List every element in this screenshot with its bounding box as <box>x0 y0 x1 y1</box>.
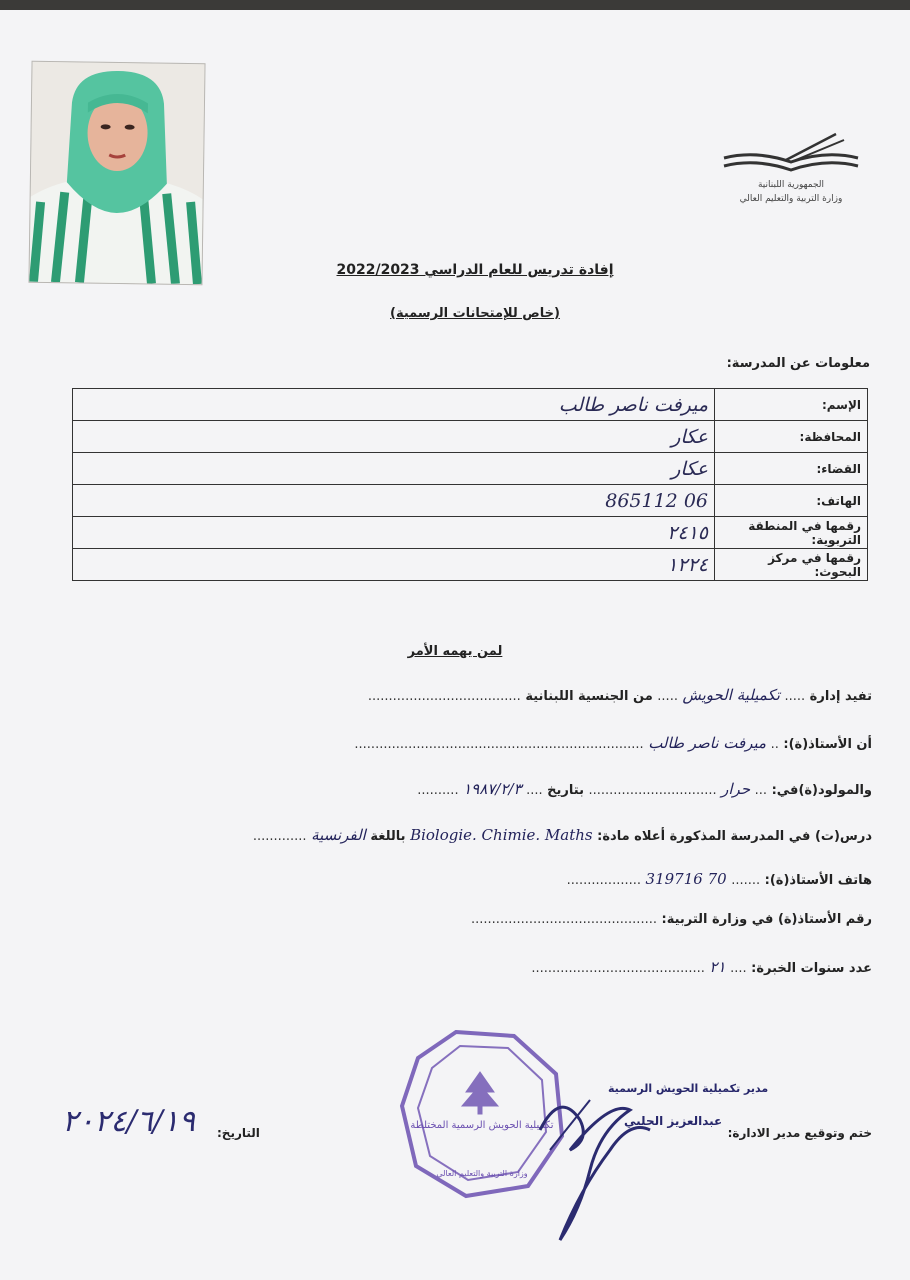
language-value: الفرنسية <box>311 826 366 844</box>
signer-title: مدير تكميلية الحويش الرسمية <box>608 1082 769 1095</box>
dots: .. <box>770 737 779 752</box>
applicant-photo <box>28 61 205 285</box>
experience-line <box>531 958 872 976</box>
cedar-icon <box>462 1072 498 1114</box>
governorate-value: عكار <box>73 421 715 453</box>
dots: ..... <box>784 689 806 704</box>
dots: .... <box>730 961 747 976</box>
teacher-phone-line <box>567 870 872 888</box>
dots: .......................................... <box>531 961 705 976</box>
logo-line-2: وزارة التربية والتعليم العالي <box>739 194 843 204</box>
to-whom-heading: لمن يهمه الأمر <box>407 644 503 659</box>
school-name-value: تكميلية الحويش <box>682 686 780 704</box>
dots: ............................................. <box>471 912 657 927</box>
phone-value: 06 865112 <box>73 485 715 517</box>
table-row <box>73 389 868 421</box>
teacher-name-value: ميرفت ناصر طالب <box>648 734 767 752</box>
date-value: ٢٠٢٤/٦/١٩ <box>62 1104 196 1139</box>
dots: ............. <box>252 829 307 844</box>
date-label: التاريخ: <box>217 1126 260 1140</box>
school-info-table <box>72 388 868 581</box>
experience-label: عدد سنوات الخبرة: <box>751 961 872 976</box>
signature <box>520 1060 723 1260</box>
dots: .................. <box>566 873 641 888</box>
document-subtitle: (خاص للإمتحانات الرسمية) <box>390 306 560 321</box>
name-label: الإسم: <box>715 389 868 421</box>
seal-signature-label: ختم وتوقيع مدير الادارة: <box>727 1126 872 1140</box>
ministry-logo <box>716 128 866 218</box>
birthplace-value: حرار <box>721 780 751 798</box>
signer-name: عبدالعزيز الحلبي <box>624 1114 723 1128</box>
subject-label: درس(ت) في المدرسة المذكورة أعلاه مادة: <box>597 829 872 844</box>
background-edge <box>0 0 910 10</box>
table-row <box>73 421 868 453</box>
table-row <box>73 517 868 549</box>
phone-label: الهاتف: <box>715 485 868 517</box>
dots: ... <box>754 783 768 798</box>
research-center-number-value: ١٢٢٤ <box>73 549 715 581</box>
teacher-phone-value: 70 319716 <box>645 870 727 888</box>
stamp-ministry-text: وزارة التربية والتعليم العالي <box>436 1169 528 1178</box>
dots: ..... <box>657 689 678 704</box>
open-book-icon <box>716 128 866 178</box>
dots: .......... <box>417 783 459 798</box>
birthdate-label: بتاريخ <box>547 783 584 798</box>
stamp-school-text: تكميلية الحويش الرسمية المختلطة <box>410 1120 554 1131</box>
school-line <box>368 686 872 704</box>
document-title: إفادة تدريس للعام الدراسي 2022/2023 <box>336 262 614 278</box>
dots: ..................................... <box>367 689 521 704</box>
dots: ............................... <box>588 783 717 798</box>
table-row <box>73 549 868 581</box>
subject-value: Biologie. Chimie. Maths <box>410 826 593 844</box>
teacher-phone-label: هاتف الأستاذ(ة): <box>764 873 872 888</box>
birthdate-value: ١٩٨٧/٢/٣ <box>463 780 522 798</box>
name-value: ميرفت ناصر طالب <box>73 389 715 421</box>
dots: ...................................................................... <box>354 737 644 752</box>
ministry-number-label: رقم الأستاذ(ة) في وزارة التربية: <box>661 912 872 927</box>
language-label: باللغة <box>370 829 406 844</box>
table-row <box>73 485 868 517</box>
birthplace-label: والمولود(ة)في: <box>771 783 872 798</box>
edu-zone-number-value: ٢٤١٥ <box>73 517 715 549</box>
governorate-label: المحافظة: <box>715 421 868 453</box>
district-label: القضاء: <box>715 453 868 485</box>
teacher-label: أن الأستاذ(ة): <box>783 737 872 752</box>
logo-line-1: الجمهورية اللبنانية <box>757 180 825 190</box>
subject-line <box>253 826 872 844</box>
teacher-line <box>354 734 872 752</box>
district-value: عكار <box>73 453 715 485</box>
nationality-label: من الجنسية اللبنانية <box>525 689 653 704</box>
edu-zone-number-label: رقمها في المنطقة التربوية: <box>715 517 868 549</box>
research-center-number-label: رقمها في مركز البحوث: <box>715 549 868 581</box>
dots: ....... <box>731 873 761 888</box>
experience-value: ٢١ <box>709 958 726 976</box>
birth-line <box>417 780 872 798</box>
table-row <box>73 453 868 485</box>
dots: .... <box>526 783 543 798</box>
ministry-number-line <box>471 912 872 927</box>
school-line-label: تفيد إدارة <box>809 689 872 704</box>
school-info-label: معلومات عن المدرسة: <box>726 356 870 371</box>
